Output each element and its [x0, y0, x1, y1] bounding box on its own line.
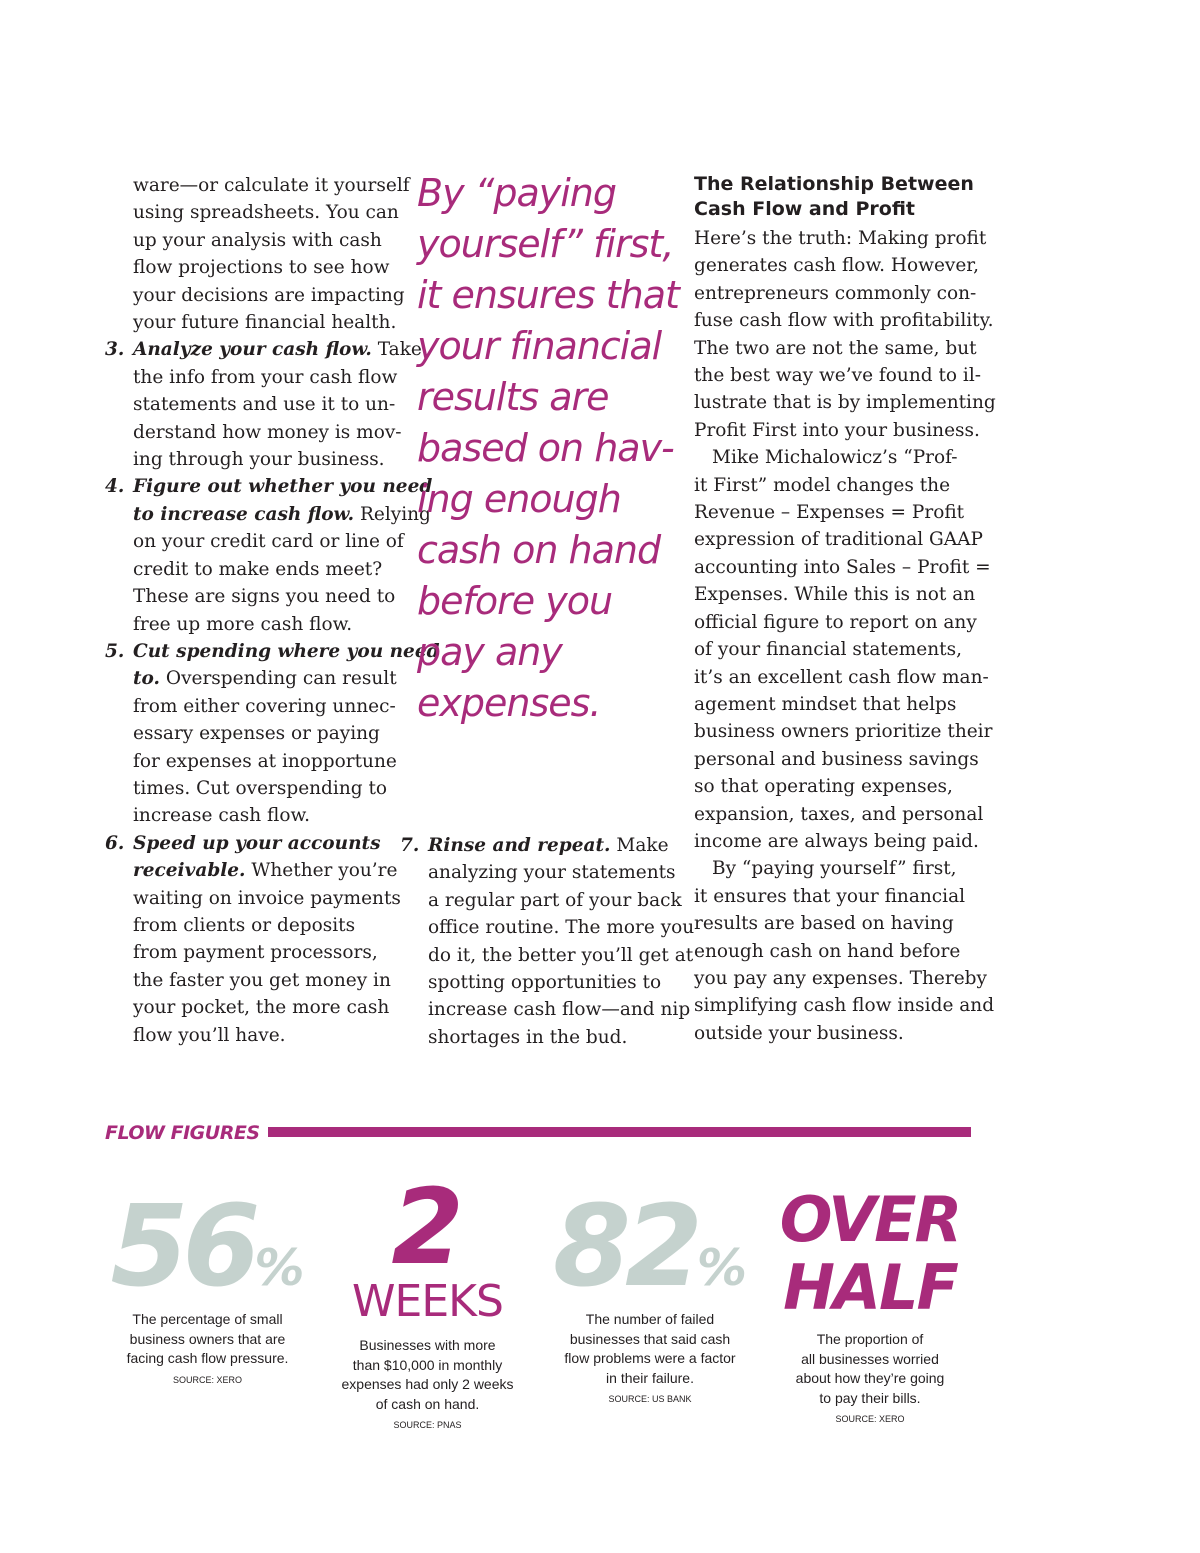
text-line: entrepreneurs commonly con- [694, 282, 977, 304]
stat-description-line: business owners that are [129, 1330, 286, 1347]
text-line: using spreadsheets. You can [133, 202, 399, 224]
stat-description [550, 1310, 750, 1388]
stat-description-line: Businesses with more [359, 1337, 496, 1353]
stat-source: SOURCE: PNAS [393, 1420, 462, 1430]
list-item-lead: to increase cash flow. [133, 503, 355, 525]
pull-quote-line: your financial [417, 324, 662, 368]
pull-quote-line: it ensures that [417, 273, 679, 317]
pull-quote-line: By “paying [417, 171, 616, 215]
stat-value: 82 [553, 1182, 697, 1312]
text-line: of your financial statements, [694, 639, 962, 661]
list-item-lead: receivable. [133, 860, 246, 882]
stat-description-line: facing cash flow pressure. [126, 1350, 289, 1366]
text-line: generates cash flow. However, [694, 255, 979, 277]
paragraph-3 [694, 855, 995, 1047]
text-line: it ensures that your financial [694, 885, 966, 907]
text-line: Profit First into your business. [694, 419, 980, 441]
text-line: shortages in the bud. [428, 1026, 628, 1048]
stat-description-line: businesses that said cash [569, 1330, 731, 1347]
stat-source: SOURCE: XERO [172, 1374, 242, 1385]
text-line: from either covering unnec- [133, 695, 396, 717]
text-line: times. Cut overspending to [133, 777, 388, 799]
text-line: from payment processors, [133, 942, 378, 964]
text-line: Take [371, 339, 422, 361]
list-item-7 [400, 832, 695, 1051]
list-number: 4. [105, 476, 125, 498]
text-line: expression of traditional GAAP [694, 529, 983, 551]
list-number: 6. [105, 832, 125, 854]
text-line: agement mindset that helps [694, 693, 957, 715]
text-line: Expenses. While this is not an [694, 584, 976, 606]
stat-description-line: to pay their bills. [819, 1389, 921, 1406]
text-line: These are signs you need to [133, 586, 396, 608]
pull-quote-line: based on hav- [417, 426, 674, 470]
pull-quote-line: yourself” first, [417, 222, 674, 266]
text-line: ing through your business. [133, 449, 385, 471]
text-line: ware—or calculate it yourself [133, 175, 410, 196]
flow-figures-title: FLOW FIGURES [105, 1122, 260, 1144]
stat-description-line: all businesses worried [801, 1350, 939, 1367]
text-line: official figure to report on any [694, 611, 977, 633]
list-number: 7. [400, 835, 420, 856]
flow-figures-header [105, 1120, 971, 1146]
text-line: Whether you’re [245, 860, 398, 882]
text-line: Overspending can result [160, 668, 397, 690]
intro-paragraph [105, 172, 410, 336]
pull-quote-line: cash on hand [417, 528, 661, 572]
text-line: flow projections to see how [133, 257, 390, 279]
text-line: Here’s the truth: Making profit [694, 228, 987, 249]
stat-card-2-weeks [335, 1166, 520, 1432]
text-line: Relying [354, 503, 431, 525]
stat-card-82-percent [550, 1182, 750, 1406]
text-line: your pocket, the more cash [133, 997, 390, 1019]
list-item-lead: Analyze your cash flow. [133, 339, 372, 361]
text-line: The two are not the same, but [694, 337, 977, 359]
text-line: do it, the better you’ll get at [428, 944, 694, 966]
text-line: outside your business. [694, 1022, 904, 1044]
stat-suffix: % [254, 1239, 305, 1297]
pull-quote-line: expenses. [417, 681, 601, 725]
text-line: simplifying cash flow inside and [694, 995, 995, 1017]
stat-description [335, 1336, 520, 1414]
stat-description-line: than $10,000 in monthly [352, 1356, 503, 1373]
list-item-4 [105, 473, 433, 637]
text-line: increase cash flow. [133, 805, 311, 827]
stat-value: OVER [779, 1183, 961, 1256]
stat-description-line: in their failure. [606, 1369, 694, 1386]
stat-description [105, 1310, 310, 1369]
list-number: 3. [105, 339, 125, 361]
stat-card-over-half [772, 1183, 968, 1426]
stat-value: 2 [391, 1166, 464, 1288]
heading-line: Cash Flow and Profit [694, 198, 916, 220]
text-line: up your analysis with cash [133, 229, 382, 251]
text-line: derstand how money is mov- [133, 421, 402, 443]
text-line: business owners prioritize their [694, 721, 993, 743]
pull-quote-line: pay any [417, 630, 562, 674]
text-line: waiting on invoice payments [133, 887, 401, 909]
text-line: personal and business savings [694, 748, 979, 770]
paragraph-2 [694, 444, 993, 855]
list-item-lead: Cut spending where you need [133, 640, 440, 662]
stat-description-line: of cash on hand. [375, 1395, 480, 1412]
pull-quote-line: ing enough [417, 477, 621, 521]
text-line: increase cash flow—and nip [428, 999, 691, 1021]
stat-description-line: The percentage of small [132, 1311, 283, 1327]
heading-line: The Relationship Between [694, 173, 974, 195]
pull-quote [417, 168, 687, 729]
text-line: flow you’ll have. [133, 1024, 286, 1046]
text-line: By “paying yourself” first, [712, 858, 957, 880]
stat-value: 56 [110, 1182, 255, 1312]
text-line: lustrate that is by implementing [694, 392, 996, 414]
stat-suffix: HALF [783, 1251, 957, 1324]
text-line: essary expenses or paying [133, 723, 380, 745]
text-line: a regular part of your back [428, 889, 682, 911]
section-heading [694, 172, 979, 222]
list-item-lead: to. [133, 668, 161, 690]
text-line: it First” model changes the [694, 474, 951, 496]
text-line: credit to make ends meet? [133, 558, 383, 580]
stat-description [772, 1330, 968, 1408]
stat-description-line: expenses had only 2 weeks [341, 1376, 514, 1392]
text-line: enough cash on hand before [694, 940, 961, 962]
pull-quote-line: before you [417, 579, 613, 623]
right-column [694, 172, 996, 1047]
text-line: analyzing your statements [428, 862, 676, 884]
stat-source: SOURCE: XERO [835, 1414, 905, 1424]
text-line: office routine. The more you [428, 917, 695, 939]
text-line: from clients or deposits [133, 914, 356, 936]
pull-quote-line: results are [417, 375, 609, 419]
text-line: results are based on having [694, 913, 954, 935]
text-line: accounting into Sales – Profit = [694, 556, 991, 578]
text-line: your future financial health. [133, 312, 397, 334]
text-line: Revenue – Expenses = Profit [694, 502, 965, 524]
stat-source: SOURCE: US BANK [608, 1394, 692, 1404]
stat-card-56-percent [105, 1182, 310, 1387]
list-item-lead: Rinse and repeat. [428, 835, 611, 856]
text-line: the info from your cash flow [133, 366, 398, 388]
text-line: fuse cash flow with profitability. [694, 310, 994, 332]
list-item-3 [105, 336, 422, 473]
text-line: on your credit card or line of [133, 531, 404, 553]
list-item-5 [105, 638, 440, 830]
text-line: so that operating expenses, [694, 776, 953, 798]
text-line: for expenses at inopportune [133, 750, 397, 772]
section-divider [268, 1127, 971, 1137]
text-line: expansion, taxes, and personal [694, 803, 984, 825]
text-line: the faster you get money in [133, 969, 391, 991]
stat-suffix: WEEKS [352, 1276, 503, 1327]
middle-column [400, 832, 695, 1051]
text-line: income are always being paid. [694, 830, 979, 852]
text-line: your decisions are impacting [133, 284, 405, 306]
list-item-lead: Speed up your accounts [133, 832, 381, 854]
stat-description-line: about how they’re going [795, 1370, 945, 1386]
text-line: it’s an excellent cash flow man- [694, 666, 989, 688]
list-item-6 [105, 830, 401, 1049]
text-line: you pay any expenses. Thereby [694, 967, 987, 989]
stat-description-line: The proportion of [816, 1331, 924, 1347]
text-line: statements and use it to un- [133, 394, 396, 416]
text-line: spotting opportunities to [428, 972, 662, 994]
stat-description-line: flow problems were a factor [564, 1350, 736, 1366]
text-line: Make [610, 835, 669, 856]
stat-description-line: The number of failed [585, 1311, 715, 1327]
stat-suffix: % [696, 1239, 747, 1297]
list-item-lead: Figure out whether you need [133, 476, 433, 498]
text-line: the best way we’ve found to il- [694, 365, 981, 387]
list-number: 5. [105, 640, 125, 662]
text-line: Mike Michalowicz’s “Prof- [712, 447, 958, 469]
left-column [105, 172, 440, 1049]
paragraph-1 [694, 225, 996, 444]
text-line: free up more cash flow. [133, 613, 353, 635]
